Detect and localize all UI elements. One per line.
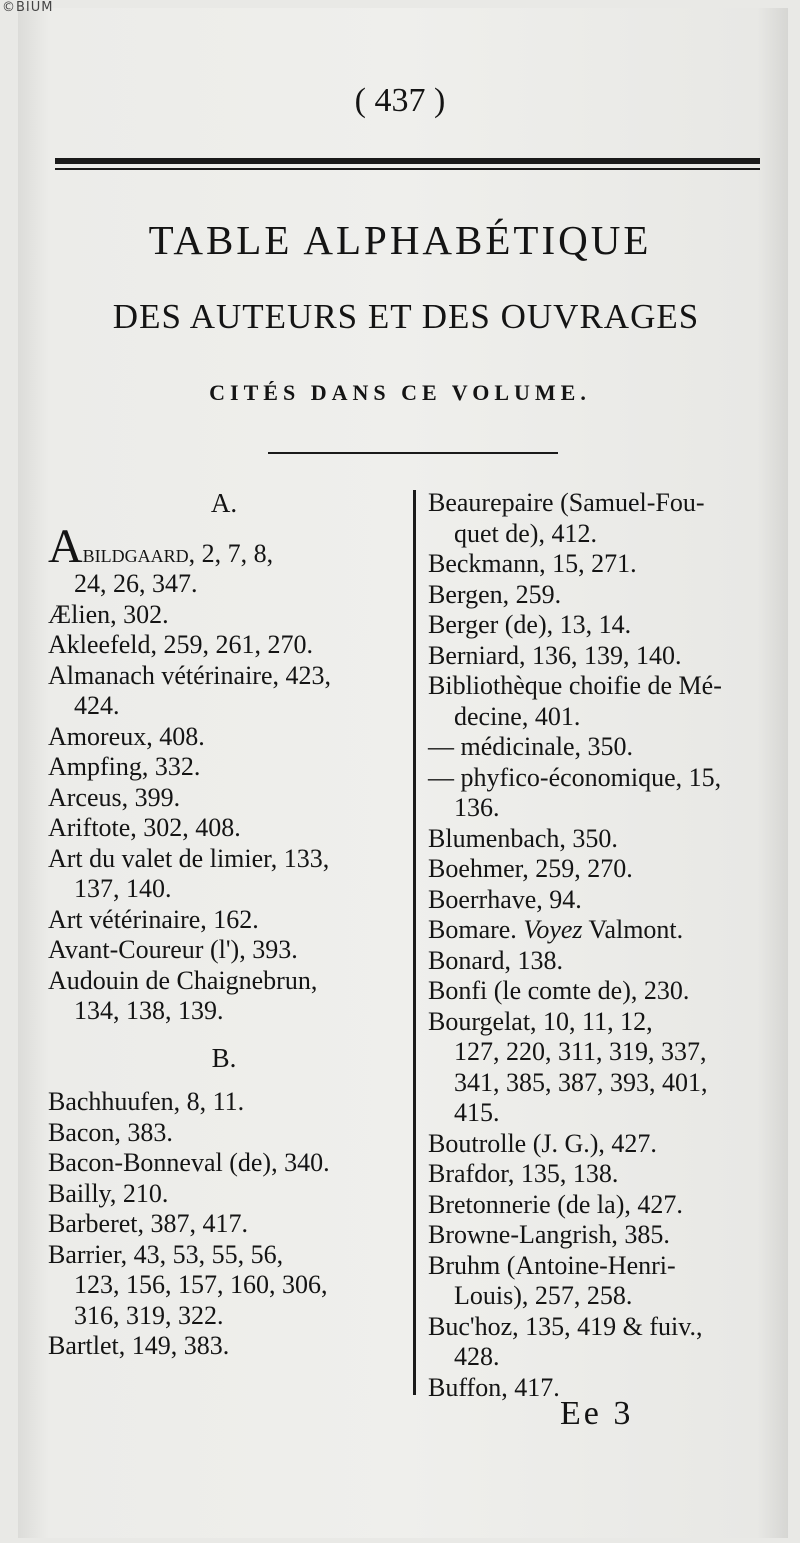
header-rule-thin xyxy=(55,168,760,170)
index-entry: Bourgelat, 10, 11, 12, xyxy=(428,1006,653,1036)
index-entry-continuation: 123, 156, 157, 160, 306, xyxy=(74,1270,328,1299)
catchword-signature: Ee 3 xyxy=(560,1395,634,1432)
index-entry-continuation: 316, 319, 322. xyxy=(74,1300,224,1330)
index-column-left xyxy=(48,488,400,1362)
entry-name: bildgaard xyxy=(82,538,189,568)
page-number: ( 437 ) xyxy=(354,82,446,119)
index-entry-abildgaard xyxy=(48,519,400,573)
index-entry: Bonard, 138. xyxy=(428,945,564,975)
index-entry: Browne-Langrish, 385. xyxy=(428,1220,670,1249)
section-heading-a: A. xyxy=(210,488,238,518)
index-entry-continuation: 134, 138, 139. xyxy=(74,996,224,1025)
title-line-2: DES AUTEURS ET DES OUVRAGES xyxy=(112,297,700,336)
index-entry: Bartlet, 149, 383. xyxy=(48,1331,230,1360)
index-entry-continuation: 136. xyxy=(454,793,500,822)
column-divider xyxy=(413,490,416,1395)
index-entry: Bretonnerie (de la), 427. xyxy=(428,1189,683,1219)
index-entry: Boerrhave, 94. xyxy=(428,884,582,914)
section-heading-b: B. xyxy=(211,1042,237,1073)
watermark: ©BIUM xyxy=(2,0,54,15)
index-entry: Buc'hoz, 135, 419 & fuiv., xyxy=(428,1311,703,1341)
index-entry: Bibliothèque choifie de Mé- xyxy=(428,671,722,700)
index-entry: Avant-Coureur (l'), 393. xyxy=(48,935,298,964)
index-entry: Akleefeld, 259, 261, 270. xyxy=(48,630,314,659)
entry-name: Bomare. xyxy=(428,915,524,944)
index-entry: Bacon, 383. xyxy=(48,1117,173,1147)
title-line-3: CITÉS DANS CE VOLUME. xyxy=(209,380,591,405)
index-entry-bomare xyxy=(428,915,768,946)
index-entry: — phyfico-économique, 15, xyxy=(428,762,722,792)
index-entry: — médicinale, 350. xyxy=(428,732,634,761)
index-entry: Boehmer, 259, 270. xyxy=(428,854,633,883)
index-entry: Bergen, 259. xyxy=(428,579,562,609)
index-entry: Beckmann, 15, 271. xyxy=(428,549,637,578)
index-entry: Art vétérinaire, 162. xyxy=(48,904,259,934)
cross-reference-voyez: Voyez xyxy=(523,915,583,944)
index-entry: Bacon-Bonneval (de), 340. xyxy=(48,1148,330,1177)
index-entry: Barrier, 43, 53, 55, 56, xyxy=(48,1239,284,1269)
index-entry-continuation: 24, 26, 347. xyxy=(74,569,198,598)
index-entry: Ariftote, 302, 408. xyxy=(48,813,241,842)
index-entry: Bruhm (Antoine-Henri- xyxy=(428,1250,676,1280)
index-entry-continuation: quet de), 412. xyxy=(454,518,597,548)
header-rule-thick xyxy=(55,158,760,164)
index-column-right xyxy=(428,488,768,1403)
index-entry: Berniard, 136, 139, 140. xyxy=(428,640,682,670)
index-entry-continuation: 428. xyxy=(454,1342,500,1371)
entry-pages: , 2, 7, 8, xyxy=(188,538,274,568)
index-entry: Ælien, 302. xyxy=(48,599,169,629)
entry-reference: Valmont. xyxy=(582,915,684,944)
index-entry-continuation: 424. xyxy=(74,691,120,720)
index-entry: Blumenbach, 350. xyxy=(428,823,618,853)
index-entry-continuation: Louis), 257, 258. xyxy=(454,1281,633,1310)
index-entry: Boutrolle (J. G.), 427. xyxy=(428,1128,657,1158)
index-entry: Bailly, 210. xyxy=(48,1178,169,1208)
index-entry: Bonfi (le comte de), 230. xyxy=(428,976,690,1005)
index-entry-continuation: 137, 140. xyxy=(74,874,172,903)
index-entry: Berger (de), 13, 14. xyxy=(428,610,632,639)
index-entry: Buffon, 417. xyxy=(428,1372,560,1402)
drop-cap: A xyxy=(48,519,83,573)
index-entry: Art du valet de limier, 133, xyxy=(48,843,330,873)
index-entry: Barberet, 387, 417. xyxy=(48,1209,249,1238)
index-entry: Audouin de Chaignebrun, xyxy=(48,965,318,995)
index-entry: Arceus, 399. xyxy=(48,782,181,812)
index-entry: Ampfing, 332. xyxy=(48,752,201,781)
index-entry-continuation: 415. xyxy=(454,1098,500,1127)
index-entry: Brafdor, 135, 138. xyxy=(428,1159,619,1188)
index-entry: Almanach vétérinaire, 423, xyxy=(48,660,331,690)
title-line-1: TABLE ALPHABÉTIQUE xyxy=(148,217,652,263)
index-entry-continuation: decine, 401. xyxy=(454,701,581,731)
index-entry: Amoreux, 408. xyxy=(48,721,205,751)
index-entry-continuation: 127, 220, 311, 319, 337, xyxy=(454,1037,707,1066)
index-entry: Beaurepaire (Samuel-Fou- xyxy=(428,488,705,517)
title-separator xyxy=(268,452,558,454)
index-entry-continuation: 341, 385, 387, 393, 401, xyxy=(454,1067,708,1097)
index-entry: Bachhuufen, 8, 11. xyxy=(48,1087,245,1116)
